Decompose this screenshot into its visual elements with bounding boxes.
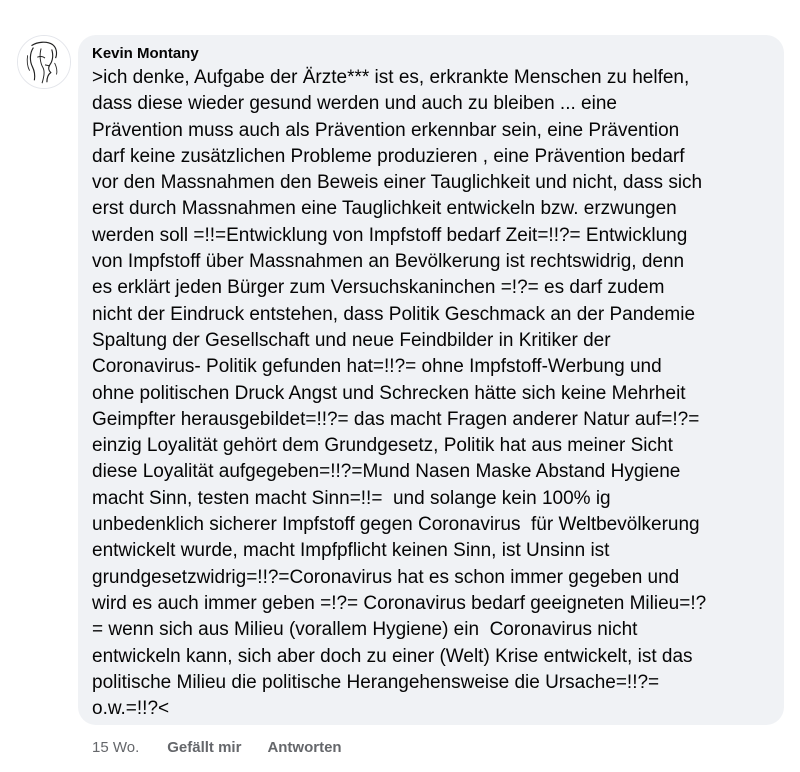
comment-text-line: entwickeln kann, sich aber doch zu einer (Welt) Krise entwickelt, ist das (92, 645, 693, 667)
comment-text-line: Spaltung der Gesellschaft und neue Feindbilder in Kritiker der (92, 329, 611, 351)
like-button[interactable]: Gefällt mir (167, 738, 242, 756)
comment-text-line: entwickelt wurde, macht Impfpflicht keinen Sinn, ist Unsinn ist (92, 540, 610, 562)
comment-timestamp[interactable]: 15 Wo. (92, 738, 140, 756)
comment-author[interactable]: Kevin Montany (92, 45, 199, 62)
comment-text-line: nicht der Eindruck entstehen, dass Politik Geschmack an der Pandemie (92, 303, 696, 325)
comment-text-line: dass diese wieder gesund werden und auch zu bleiben ... eine (92, 93, 617, 115)
comment-text-line: vor den Massnahmen den Beweis einer Tauglichkeit und nicht, dass sich (92, 172, 703, 194)
comment-text-line: darf keine zusätzlichen Probleme produzieren , eine Prävention bedarf (92, 145, 685, 167)
comment-text-line: politische Milieu die politische Herangehensweise die Ursache=!!?= (92, 671, 660, 693)
comment-text (92, 65, 772, 722)
comment-text-line: es erklärt jeden Bürger zum Versuchskaninchen =!?= es darf zudem (92, 277, 665, 299)
comment-text-line: werden soll =!!=Entwicklung von Impfstoff bedarf Zeit=!!?= Entwicklung (92, 224, 688, 246)
reply-button[interactable]: Antworten (267, 738, 342, 756)
comment-text-line: diese Loyalität aufgegeben=!!?=Mund Nasen Maske Abstand Hygiene (92, 461, 681, 483)
comment-text-line: Geimpfter herausgebildet=!!?= das macht Fragen anderer Natur auf=!?= (92, 408, 700, 430)
profile-sketch-icon (18, 36, 70, 88)
comment-text-line: ohne politischen Druck Angst und Schrecken hätte sich keine Mehrheit (92, 382, 686, 404)
comment-text-line: einzig Loyalität gehört dem Grundgesetz, Politik hat aus meiner Sicht (92, 435, 673, 457)
comment-text-line: = wenn sich aus Milieu (vorallem Hygiene) ein Coronavirus nicht (92, 619, 638, 641)
comment-text-line: erst durch Massnahmen eine Tauglichkeit entwickeln bzw. erzwungen (92, 198, 677, 220)
avatar[interactable] (17, 35, 71, 89)
comment-text-line: macht Sinn, testen macht Sinn=!!= und solange kein 100% ig (92, 487, 611, 509)
comment-bubble (78, 35, 784, 725)
comment-text-line: unbedenklich sicherer Impfstoff gegen Coronavirus für Weltbevölkerung (92, 514, 700, 536)
comment-text-line: grundgesetzwidrig=!!?=Coronavirus hat es schon immer gegeben und (92, 566, 680, 588)
comment-text-line: wird es auch immer geben =!?= Coronavirus bedarf geeigneten Milieu=!? (92, 592, 707, 614)
comment-actions (92, 737, 368, 757)
comment-text-line: Coronavirus- Politik gefunden hat=!!?= ohne Impfstoff-Werbung und (92, 356, 662, 378)
comment-text-line: von Impfstoff über Massnahmen an Bevölkerung ist rechtswidrig, denn (92, 251, 685, 273)
comment-text-line: >ich denke, Aufgabe der Ärzte*** ist es, erkrankte Menschen zu helfen, (92, 67, 690, 88)
comment-text-line: Prävention muss auch als Prävention erkennbar sein, eine Prävention (92, 119, 680, 141)
comment-text-line: o.w.=!!?< (92, 698, 170, 720)
